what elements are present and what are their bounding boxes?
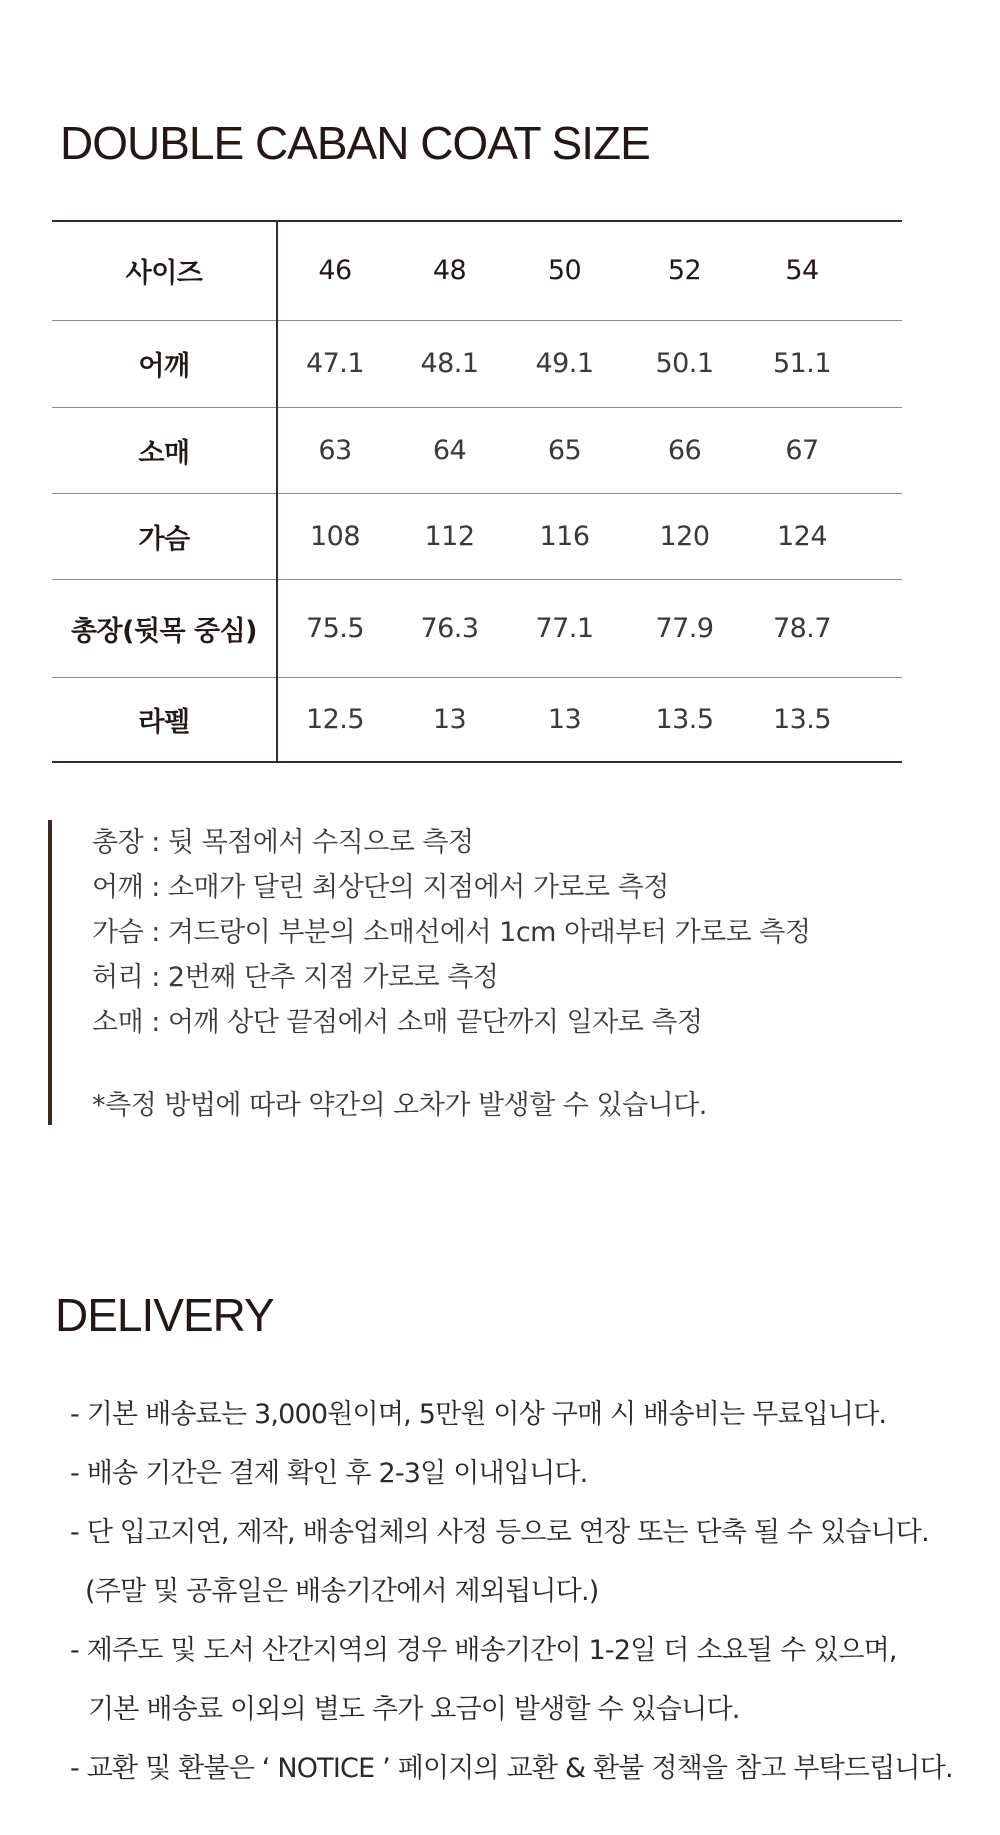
table-cell: 77.1 [535, 612, 594, 644]
table-cell: 64 [432, 434, 467, 466]
delivery-line: - 배송 기간은 결제 확인 후 2-3일 이내입니다. [70, 1458, 588, 1489]
size-header-cell: 46 [318, 255, 352, 287]
size-header-cell: 52 [667, 255, 702, 287]
note-line: 가슴 : 겨드랑이 부분의 소매선에서 1cm 아래부터 가로로 측정 [92, 917, 811, 948]
table-cell: 12.5 [305, 703, 365, 735]
table-cell: 13 [432, 703, 467, 735]
size-header-label: 사이즈 [52, 221, 277, 320]
size-header-spacer [857, 221, 902, 320]
row-spacer [857, 677, 902, 762]
table-cell: 63 [318, 434, 352, 466]
delivery-line: (주말 및 공휴일은 배송기간에서 제외됩니다.) [85, 1576, 599, 1607]
table-cell: 65 [547, 434, 582, 466]
measurement-disclaimer: *측정 방법에 따라 약간의 오차가 발생할 수 있습니다. [92, 1090, 707, 1121]
note-spacer [92, 1045, 928, 1083]
table-cell: 47.1 [305, 348, 365, 379]
table-row [52, 320, 902, 407]
table-row [52, 407, 902, 493]
table-cell: 51.1 [772, 348, 832, 379]
table-cell: 116 [539, 520, 590, 552]
table-cell: 77.9 [655, 612, 714, 644]
row-label: 라펠 [52, 677, 277, 762]
row-label: 가슴 [52, 493, 277, 579]
row-spacer [857, 407, 902, 493]
delivery-title: DELIVERY [55, 1289, 274, 1341]
table-cell: 48.1 [420, 348, 479, 379]
table-cell: 13 [547, 703, 582, 735]
table-cell: 49.1 [535, 348, 594, 379]
note-line: 어깨 : 소매가 달린 최상단의 지점에서 가로로 측정 [92, 872, 669, 903]
table-cell: 76.3 [420, 612, 479, 644]
delivery-line: - 교환 및 환불은 ‘ NOTICE ’ 페이지의 교환 & 환불 정책을 참고 부탁드립니다. [70, 1753, 953, 1784]
table-cell: 75.5 [305, 612, 365, 644]
table-cell: 13.5 [772, 703, 832, 735]
delivery-info-list [70, 1385, 990, 1798]
table-cell: 112 [424, 520, 475, 552]
row-label: 어깨 [52, 320, 277, 407]
size-header-cell: 48 [432, 255, 467, 287]
size-header-cell: 50 [547, 255, 582, 287]
size-header-cell: 54 [785, 255, 819, 287]
table-cell: 13.5 [655, 703, 714, 735]
row-spacer [857, 579, 902, 677]
table-cell: 78.7 [772, 612, 832, 644]
size-table [52, 220, 902, 763]
table-cell: 67 [785, 434, 819, 466]
table-row [52, 677, 902, 762]
delivery-line: - 단 입고지연, 제작, 배송업체의 사정 등으로 연장 또는 단축 될 수 있습니다. [70, 1517, 929, 1548]
row-spacer [857, 320, 902, 407]
table-cell: 66 [667, 434, 702, 466]
row-spacer [857, 493, 902, 579]
row-label: 총장(뒷목 중심) [52, 579, 277, 677]
table-row [52, 493, 902, 579]
note-line: 총장 : 뒷 목점에서 수직으로 측정 [92, 827, 474, 858]
table-row [52, 579, 902, 677]
table-cell: 124 [776, 520, 828, 552]
table-cell: 120 [659, 520, 710, 552]
measurement-notes [48, 820, 928, 1125]
row-label: 소매 [52, 407, 277, 493]
table-cell: 50.1 [655, 348, 714, 379]
note-line: 소매 : 어깨 상단 끝점에서 소매 끝단까지 일자로 측정 [92, 1007, 703, 1038]
delivery-line: - 기본 배송료는 3,000원이며, 5만원 이상 구매 시 배송비는 무료입니다. [70, 1399, 887, 1430]
delivery-line: - 제주도 및 도서 산간지역의 경우 배송기간이 1-2일 더 소요될 수 있으며, [70, 1635, 897, 1666]
note-line: 허리 : 2번째 단추 지점 가로로 측정 [92, 962, 499, 993]
delivery-line: 기본 배송료 이외의 별도 추가 요금이 발생할 수 있습니다. [88, 1694, 740, 1725]
size-header-row [52, 221, 902, 320]
table-cell: 108 [309, 520, 361, 552]
size-section-title: DOUBLE CABAN COAT SIZE [60, 117, 650, 169]
